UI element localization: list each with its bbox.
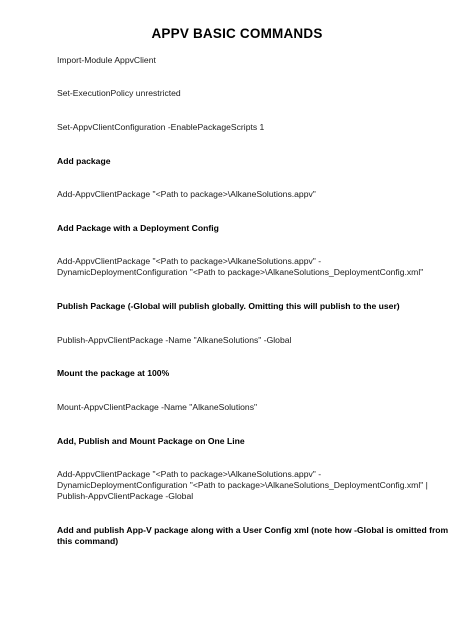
command-import-module: Import-Module AppvClient bbox=[57, 55, 156, 65]
page-title: APPV BASIC COMMANDS bbox=[151, 26, 323, 41]
heading-mount-package: Mount the package at 100% bbox=[57, 368, 170, 378]
heading-add-publish-user-config-line1: Add and publish App-V package along with a User Config xml (note how -Global is omitted from bbox=[57, 525, 449, 535]
command-add-publish-mount-line2: DynamicDeploymentConfiguration "<Path to package>\AlkaneSolutions_DeploymentConfig.xml" | bbox=[57, 480, 428, 490]
command-add-package-deployment-line1: Add-AppvClientPackage "<Path to package>\AlkaneSolutions.appv" - bbox=[57, 256, 322, 266]
command-add-publish-mount-line3: Publish-AppvClientPackage -Global bbox=[57, 491, 194, 501]
command-publish-package: Publish-AppvClientPackage -Name "AlkaneSolutions" -Global bbox=[57, 335, 292, 345]
command-set-client-configuration: Set-AppvClientConfiguration -EnablePackageScripts 1 bbox=[57, 122, 265, 132]
command-add-package: Add-AppvClientPackage "<Path to package>\AlkaneSolutions.appv" bbox=[57, 189, 316, 199]
heading-add-package: Add package bbox=[57, 156, 111, 166]
heading-add-publish-user-config-line2: this command) bbox=[57, 536, 119, 546]
heading-add-package-deployment-config: Add Package with a Deployment Config bbox=[57, 223, 219, 233]
command-set-execution-policy: Set-ExecutionPolicy unrestricted bbox=[57, 88, 181, 98]
command-mount-package: Mount-AppvClientPackage -Name "AlkaneSolutions" bbox=[57, 402, 258, 412]
command-add-publish-mount-line1: Add-AppvClientPackage "<Path to package>\AlkaneSolutions.appv" - bbox=[57, 469, 322, 479]
heading-publish-package: Publish Package (-Global will publish globally. Omitting this will publish to the user) bbox=[57, 301, 400, 311]
command-add-package-deployment-line2: DynamicDeploymentConfiguration "<Path to package>\AlkaneSolutions_DeploymentConfig.xml" bbox=[57, 267, 424, 277]
heading-add-publish-mount: Add, Publish and Mount Package on One Line bbox=[57, 436, 245, 446]
